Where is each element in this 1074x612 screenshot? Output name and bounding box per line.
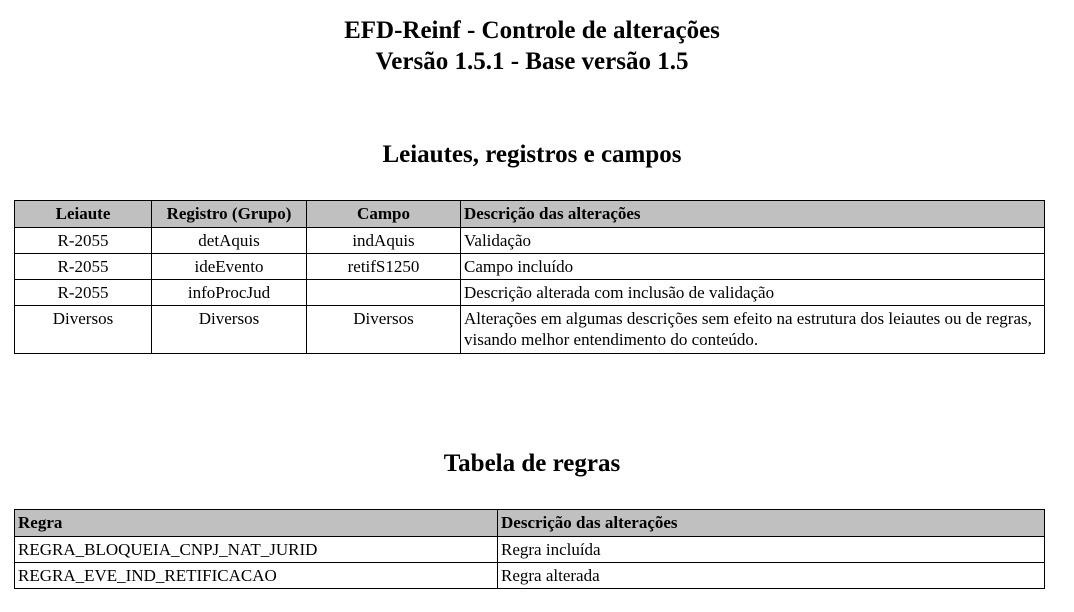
table-row [15, 306, 1045, 354]
cell-campo: Diversos [307, 306, 461, 354]
section-heading-leiautes: Leiautes, registros e campos [382, 141, 682, 168]
document-version: Versão 1.5.1 - Base versão 1.5 [375, 48, 689, 75]
column-header-leiaute: Leiaute [15, 201, 152, 228]
column-header-campo: Campo [307, 201, 461, 228]
regras-table [14, 509, 1045, 589]
cell-descricao: Campo incluído [461, 254, 1045, 280]
column-header-regra: Regra [15, 510, 498, 537]
document-title: EFD-Reinf - Controle de alterações [344, 17, 720, 44]
cell-descricao: Validação [461, 228, 1045, 254]
table-row [15, 280, 1045, 306]
cell-registro: infoProcJud [152, 280, 307, 306]
cell-descricao: Alterações em algumas descrições sem efeito na estrutura dos leiautes ou de regras, visando melhor entendimento do conteúdo. [461, 306, 1045, 354]
cell-descricao: Regra incluída [498, 537, 1045, 563]
table-header-row [15, 201, 1045, 228]
table-row [15, 563, 1045, 589]
column-header-descricao: Descrição das alterações [461, 201, 1045, 228]
cell-descricao: Descrição alterada com inclusão de validação [461, 280, 1045, 306]
table-row [15, 537, 1045, 563]
cell-leiaute: R-2055 [15, 228, 152, 254]
section-heading-regras: Tabela de regras [443, 450, 621, 477]
cell-leiaute: R-2055 [15, 254, 152, 280]
table-row [15, 228, 1045, 254]
cell-registro: detAquis [152, 228, 307, 254]
table-row [15, 254, 1045, 280]
cell-registro: ideEvento [152, 254, 307, 280]
cell-descricao: Regra alterada [498, 563, 1045, 589]
cell-regra: REGRA_BLOQUEIA_CNPJ_NAT_JURID [15, 537, 498, 563]
cell-campo [307, 280, 461, 306]
cell-leiaute: Diversos [15, 306, 152, 354]
column-header-descricao: Descrição das alterações [498, 510, 1045, 537]
table-header-row [15, 510, 1045, 537]
cell-campo: indAquis [307, 228, 461, 254]
cell-campo: retifS1250 [307, 254, 461, 280]
leiautes-table [14, 200, 1045, 354]
cell-registro: Diversos [152, 306, 307, 354]
cell-leiaute: R-2055 [15, 280, 152, 306]
column-header-registro: Registro (Grupo) [152, 201, 307, 228]
cell-regra: REGRA_EVE_IND_RETIFICACAO [15, 563, 498, 589]
